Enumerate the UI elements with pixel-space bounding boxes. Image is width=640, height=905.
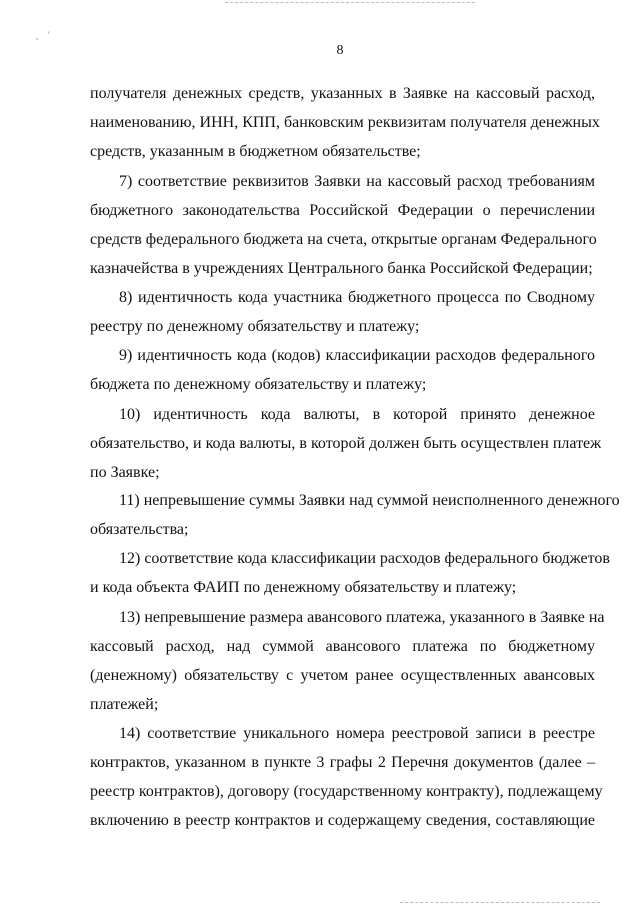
text-line: 11) непревышение суммы Заявки над суммой неисполненного денежного [119,492,620,509]
text-line: контрактов, указанном в пункте 3 графы 2 Перечня документов (далее – [90,754,595,771]
scan-specks: ˛ ′ [36,30,50,40]
text-line: 14) соответствие уникального номера реестровой записи в реестре [119,725,595,742]
text-line: средств федерального бюджета на счета, открытые органам Федерального [90,231,597,248]
text-line: включению в реестр контрактов и содержащему сведения, составляющие [90,812,595,829]
scan-edge-top [225,2,475,3]
text-line: обязательство, и кода валюты, в которой должен быть осуществлен платеж [90,435,602,452]
text-line: реестр контрактов), договору (государственному контракту), подлежащему [90,783,603,800]
text-line: 9) идентичность кода (кодов) классификации расходов федерального [119,347,595,364]
text-line: 12) соответствие кода классификации расходов федерального бюджетов [119,550,610,567]
text-line: средств, указанным в бюджетном обязательстве; [90,143,421,160]
scan-edge-bottom [400,902,600,903]
text-line: наименованию, ИНН, КПП, банковским реквизитам получателя денежных [90,114,600,131]
text-line: казначейства в учреждениях Центрального банка Российской Федерации; [90,260,593,277]
page-number: 8 [336,43,344,58]
text-line: 13) непревышение размера авансового платежа, указанного в Заявке на [119,609,605,626]
text-line: обязательства; [90,521,189,538]
text-line: (денежному) обязательству с учетом ранее осуществленных авансовых [90,667,595,684]
text-line: и кода объекта ФАИП по денежному обязательству и платежу; [90,579,517,596]
text-line: бюджетного законодательства Российской Федерации о перечислении [90,202,595,219]
text-line: получателя денежных средств, указанных в Заявке на кассовый расход, [90,85,595,102]
text-line: реестру по денежному обязательству и платежу; [90,318,420,335]
text-line: платежей; [90,696,159,713]
text-line: бюджета по денежному обязательству и платежу; [90,376,427,393]
text-line: 7) соответствие реквизитов Заявки на кассовый расход требованиям [119,173,595,190]
text-line: 10) идентичность кода валюты, в которой принято денежное [119,406,595,423]
text-line: кассовый расход, над суммой авансового платежа по бюджетному [90,638,595,655]
text-line: 8) идентичность кода участника бюджетного процесса по Сводному [119,289,595,306]
text-line: по Заявке; [90,464,160,481]
